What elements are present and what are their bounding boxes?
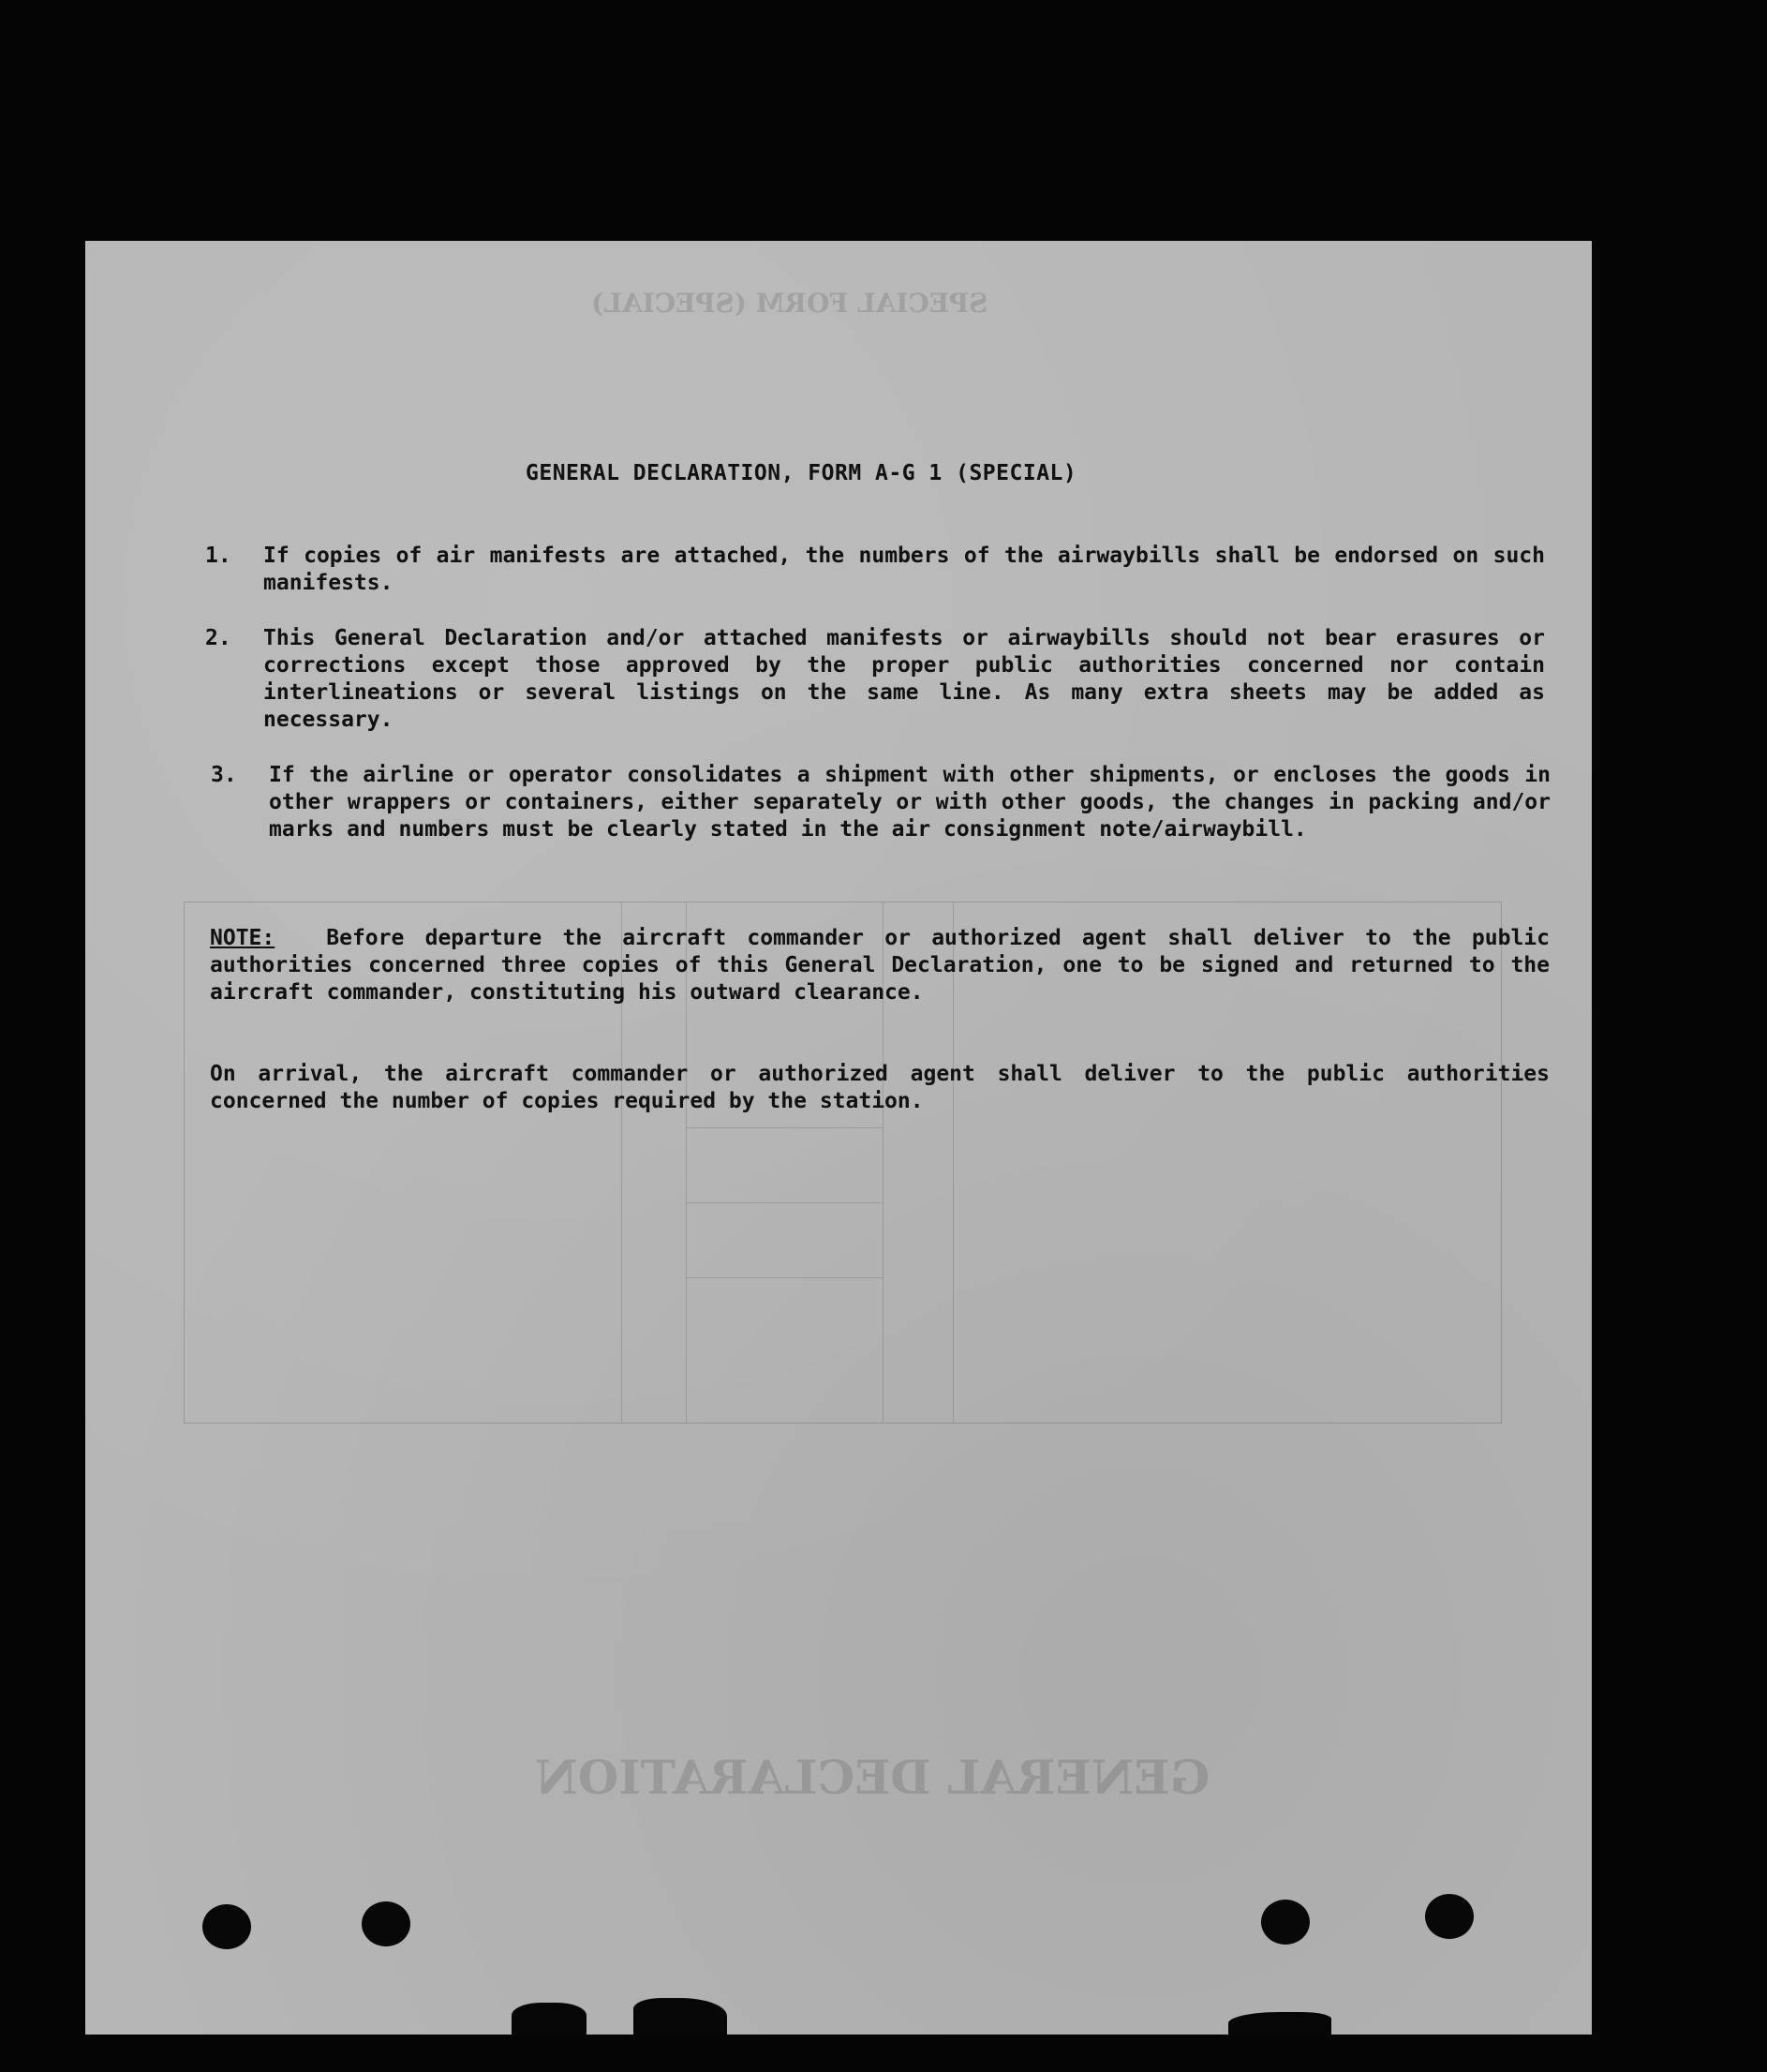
note-text: Before departure the aircraft commander or authorized agent shall deliver to the public authorities concerned three copies of this General Declaration, one to be signed and returned to the aircraft commander, constituting his outward clearance. (210, 926, 1550, 1005)
paper-tear (633, 1998, 727, 2035)
punch-hole (202, 1904, 251, 1949)
list-item (211, 762, 1551, 874)
bleed-through-heading: GENERAL DECLARATION (535, 1750, 1210, 1805)
paper-tear (512, 2003, 587, 2035)
item-number: 3. (211, 763, 237, 787)
item-text: This General Declaration and/or attached manifests or airwaybills should not bear erasures or corrections except those approved by the proper public authorities concerned nor contain interlineations or several listings on the same line. As many extra sheets may be added as necessary. (263, 626, 1545, 732)
item-number: 2. (205, 626, 231, 650)
paper-tear (1228, 2012, 1331, 2035)
list-item (205, 543, 1545, 599)
list-item (205, 625, 1545, 738)
item-text: If the airline or operator consolidates a shipment with other shipments, or encloses the goods in other wrappers or containers, either separately or with other goods, the changes in packing and/or marks and numbers must be clearly stated in the air consignment note/airwaybill. (269, 763, 1551, 842)
item-number: 1. (205, 544, 231, 568)
punch-hole (1261, 1900, 1310, 1945)
bleed-through-top: SPECIAL FORM (SPECIAL) (591, 288, 988, 319)
document-page (85, 241, 1592, 2035)
item-text: If copies of air manifests are attached, the numbers of the airwaybills shall be endorsed on such manifests. (263, 544, 1545, 595)
note-label: NOTE: (210, 926, 275, 950)
document-title: GENERAL DECLARATION, FORM A-G 1 (SPECIAL) (526, 461, 1077, 485)
arrival-paragraph: On arrival, the aircraft commander or authorized agent shall deliver to the public authorities concerned the number of copies required by the station. (210, 1062, 1550, 1113)
punch-hole (362, 1901, 410, 1946)
punch-hole (1425, 1894, 1474, 1939)
note-paragraph (210, 925, 1550, 1006)
